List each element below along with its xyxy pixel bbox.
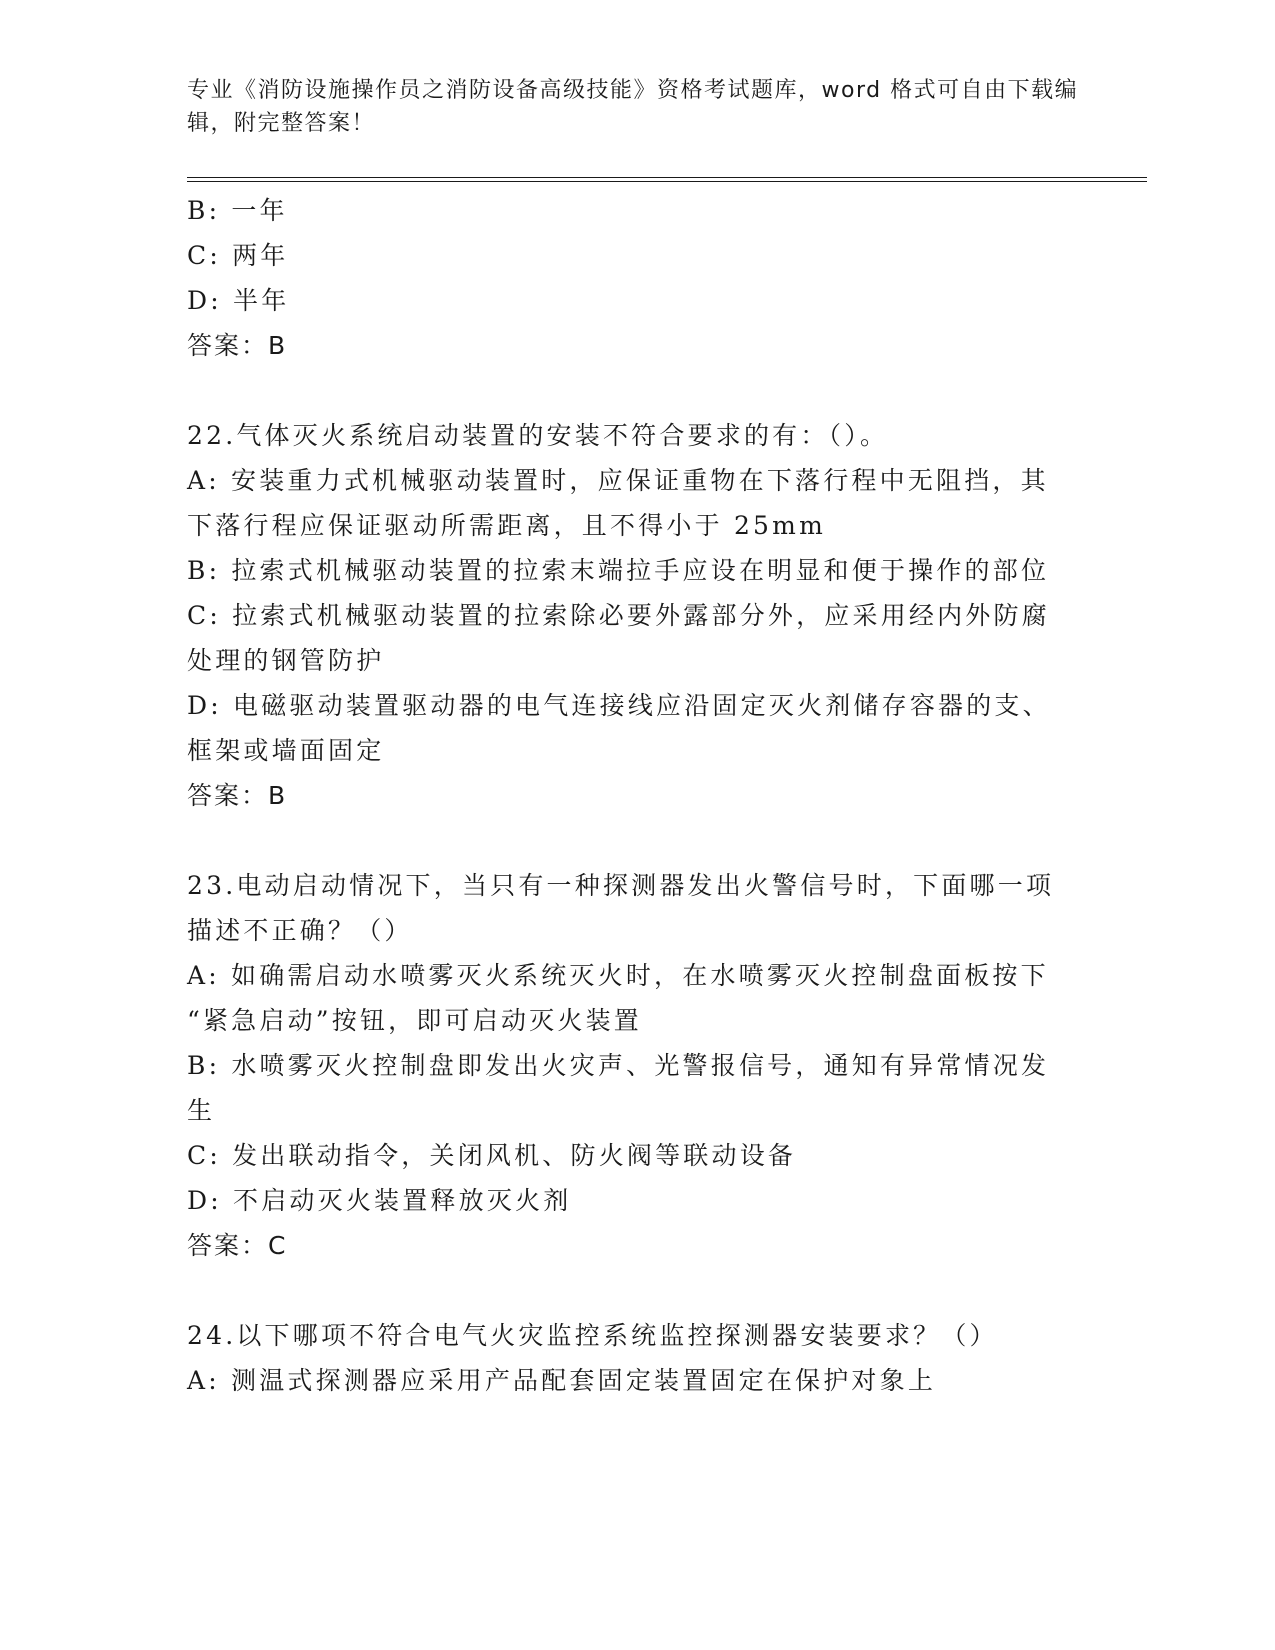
option-c: C: 两年 — [187, 241, 289, 270]
option-c: C: 发出联动指令，关闭风机、防火阀等联动设备 — [187, 1141, 797, 1170]
answer-line: 答案：C — [187, 1231, 288, 1260]
option-a: A: 安装重力式机械驱动装置时，应保证重物在下落行程中无阻挡，其 — [187, 466, 1049, 495]
option-d: D: 电磁驱动装置驱动器的电气连接线应沿固定灭火剂储存容器的支、 — [187, 691, 1051, 720]
prev-question-block — [187, 188, 1067, 368]
answer-line: 答案：B — [187, 781, 288, 810]
option-d: D: 半年 — [187, 286, 290, 315]
header-title: 专业《消防设施操作员之消防设备高级技能》资格考试题库，word 格式可自由下载编辑，附完整答案！ — [187, 78, 1079, 136]
question-23-block — [187, 863, 1067, 1268]
document-page — [187, 0, 1147, 1650]
question-24-block — [187, 1313, 1067, 1403]
option-d: D: 不启动灭火装置释放灭火剂 — [187, 1186, 572, 1215]
question-stem: 23.电动启动情况下，当只有一种探测器发出火警信号时，下面哪一项 — [187, 871, 1055, 900]
answer-line: 答案：B — [187, 331, 288, 360]
spacer — [187, 1268, 1067, 1313]
question-stem-continued: 描述不正确？（） — [187, 916, 413, 945]
question-22-block — [187, 413, 1067, 818]
spacer — [187, 818, 1067, 863]
option-b-continued: 生 — [187, 1096, 216, 1125]
option-c: C: 拉索式机械驱动装置的拉索除必要外露部分外，应采用经内外防腐 — [187, 601, 1050, 630]
spacer — [187, 368, 1067, 413]
option-a: A: 如确需启动水喷雾灭火系统灭火时，在水喷雾灭火控制盘面板按下 — [187, 961, 1049, 990]
option-a-continued: 下落行程应保证驱动所需距离，且不得小于 25mm — [187, 511, 826, 540]
question-stem: 24.以下哪项不符合电气火灾监控系统监控探测器安装要求？（） — [187, 1321, 998, 1350]
option-d-continued: 框架或墙面固定 — [187, 736, 385, 765]
page-header — [187, 74, 1087, 140]
option-a-continued: “紧急启动”按钮，即可启动灭火装置 — [187, 1006, 642, 1035]
option-b: B: 水喷雾灭火控制盘即发出火灾声、光警报信号，通知有异常情况发 — [187, 1051, 1050, 1080]
header-divider — [187, 177, 1147, 182]
option-b: B: 拉索式机械驱动装置的拉索末端拉手应设在明显和便于操作的部位 — [187, 556, 1050, 585]
option-a: A: 测温式探测器应采用产品配套固定装置固定在保护对象上 — [187, 1366, 937, 1395]
option-c-continued: 处理的钢管防护 — [187, 646, 385, 675]
question-stem: 22.气体灭火系统启动装置的安装不符合要求的有：（）。 — [187, 421, 889, 450]
question-content — [187, 188, 1067, 1403]
option-b: B: 一年 — [187, 196, 288, 225]
